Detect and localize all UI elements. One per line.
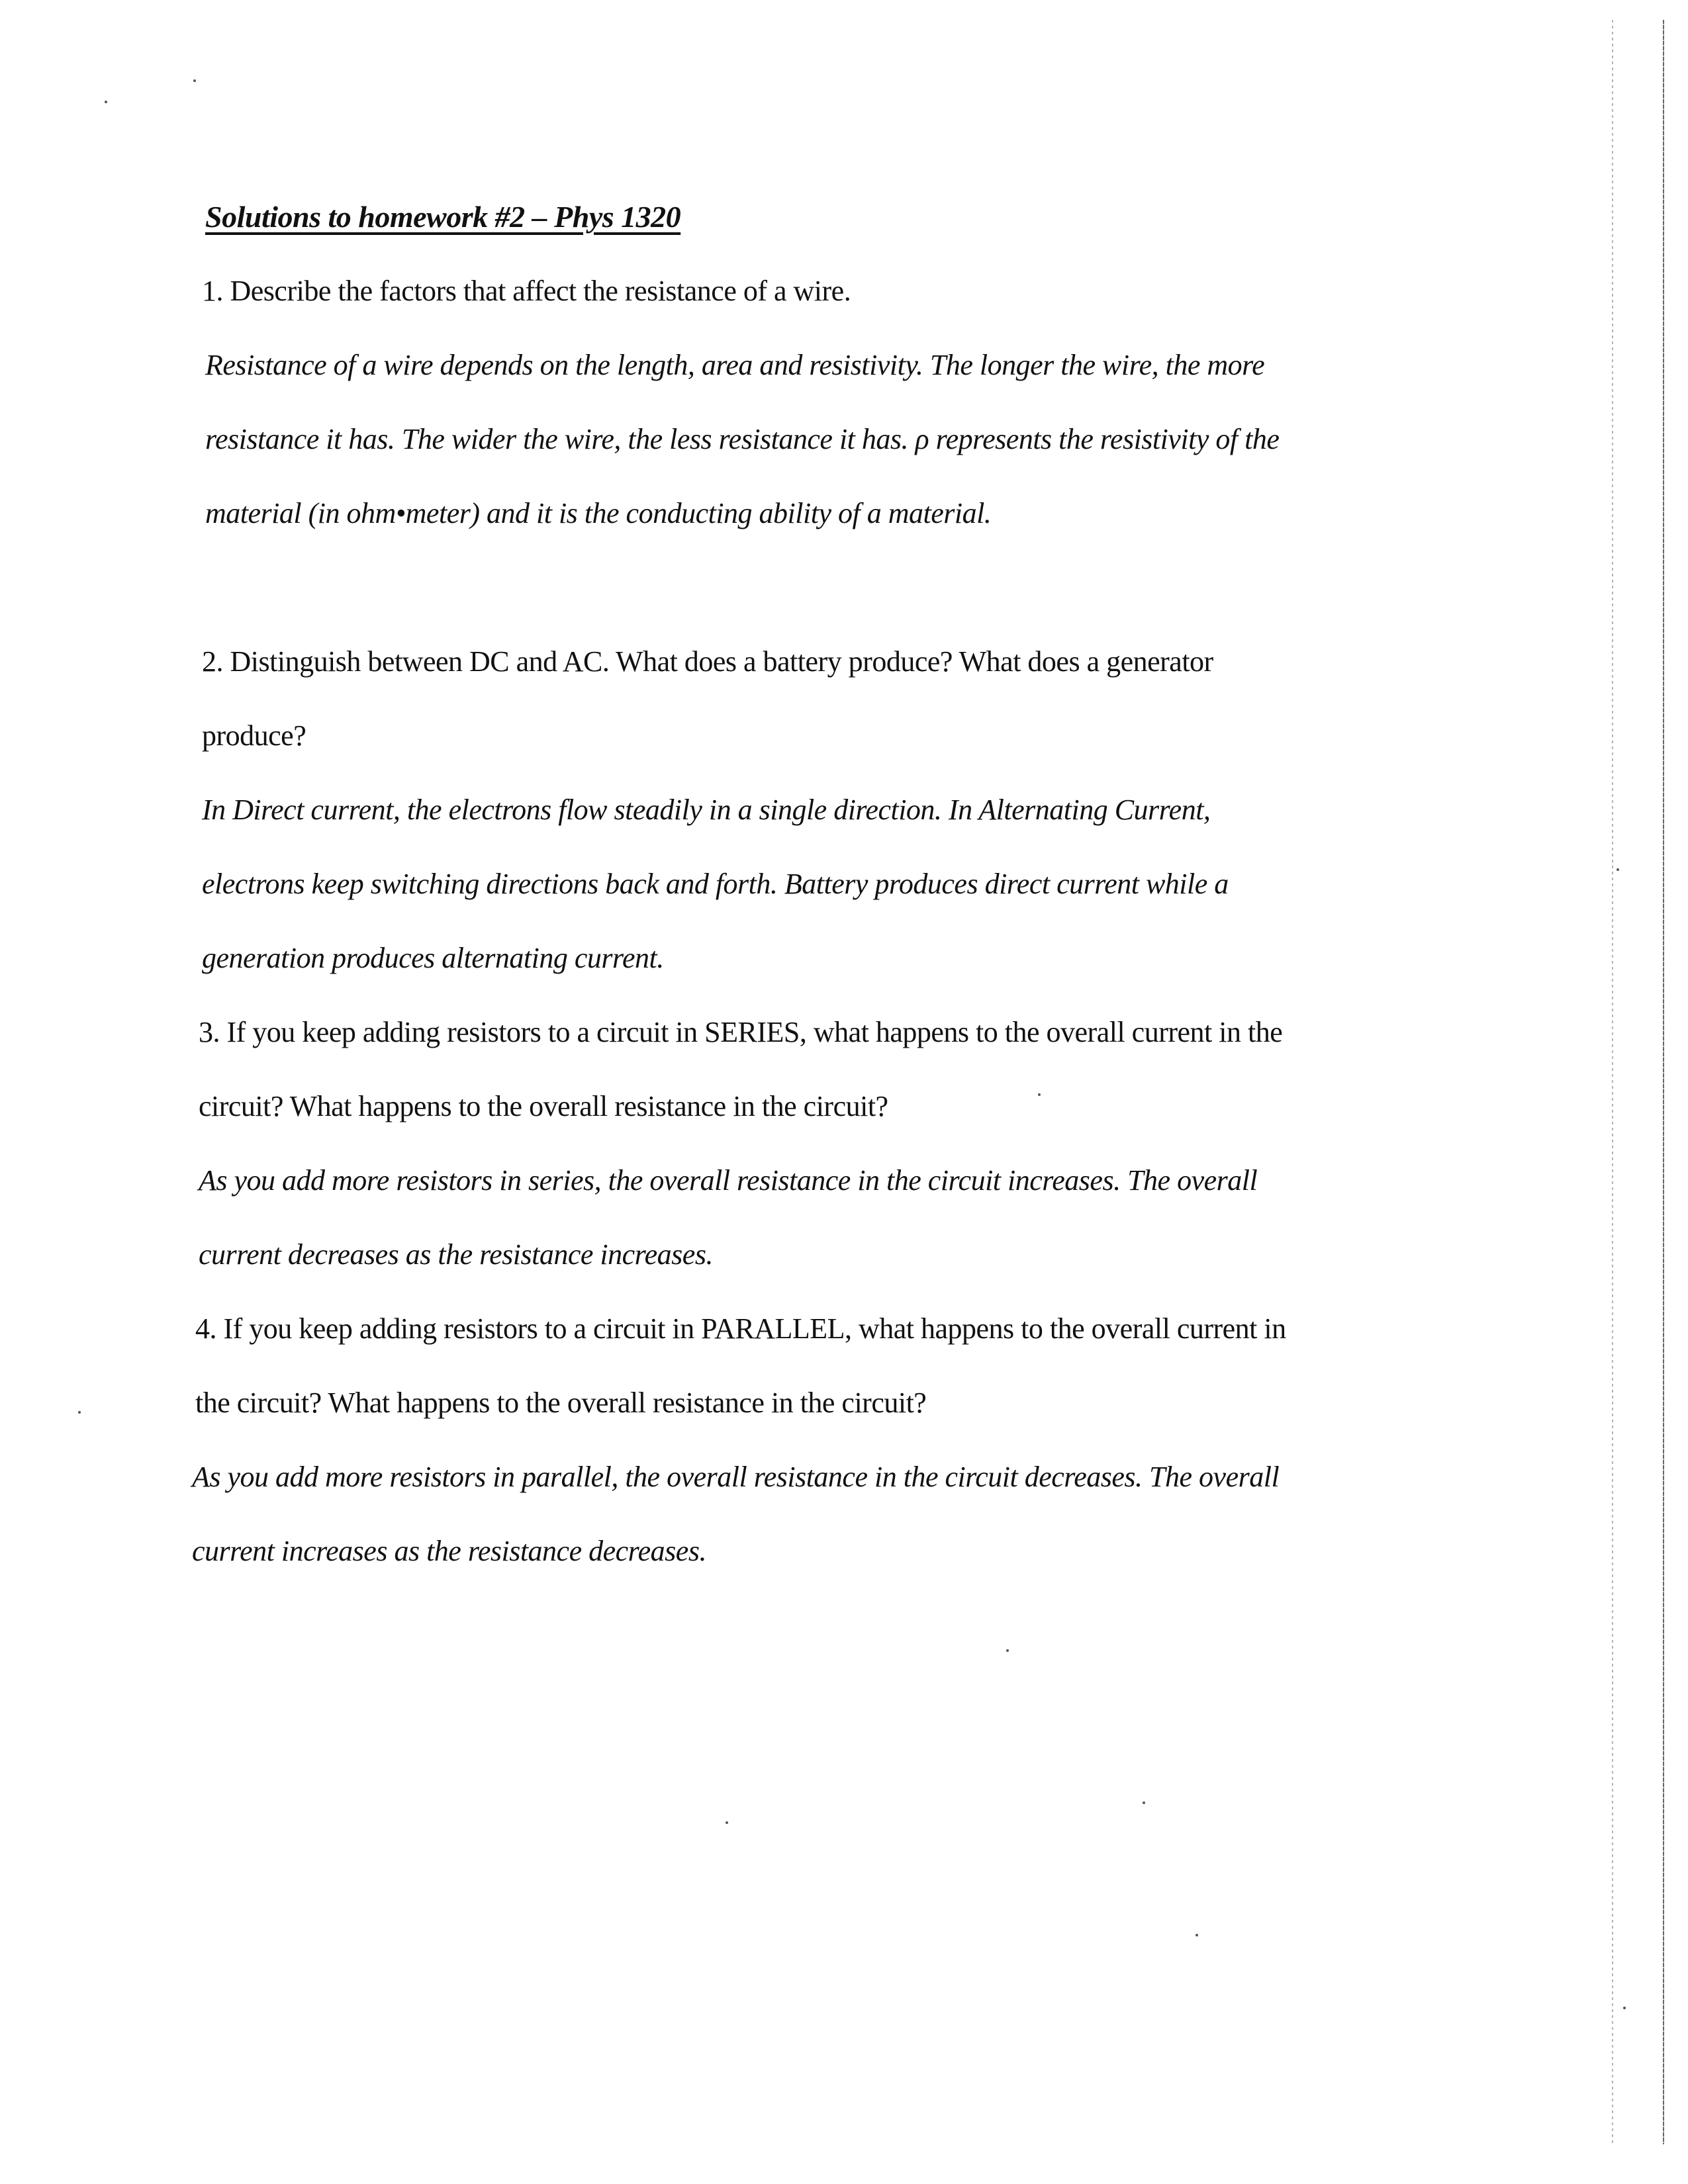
- document-title: Solutions to homework #2 – Phys 1320: [205, 200, 681, 234]
- scan-edge-artifact: [1612, 20, 1613, 2144]
- scan-speck: [1143, 1801, 1145, 1804]
- answer-3-line-1: As you add more resistors in series, the overall resistance in the circuit increases. The overall: [199, 1164, 1258, 1197]
- answer-2-line-1: In Direct current, the electrons flow steadily in a single direction. In Alternating Current,: [202, 794, 1211, 826]
- scan-speck: [193, 79, 196, 82]
- answer-1-line-3: material (in ohm•meter) and it is the conducting ability of a material.: [205, 497, 992, 529]
- question-4-line-1: 4. If you keep adding resistors to a circuit in PARALLEL, what happens to the overall current in: [195, 1312, 1286, 1345]
- answer-3-line-2: current decreases as the resistance increases.: [199, 1238, 713, 1271]
- answer-2-line-3: generation produces alternating current.: [202, 942, 664, 974]
- question-4-line-2: the circuit? What happens to the overall resistance in the circuit?: [195, 1387, 927, 1419]
- answer-1-line-2: resistance it has. The wider the wire, the less resistance it has. ρ represents the resistivity of the: [205, 423, 1280, 455]
- scan-speck: [1038, 1093, 1041, 1096]
- question-3-line-2: circuit? What happens to the overall resistance in the circuit?: [199, 1090, 888, 1122]
- scan-speck: [78, 1411, 81, 1414]
- scan-speck: [726, 1821, 728, 1824]
- answer-4-line-1: As you add more resistors in parallel, the overall resistance in the circuit decreases. The overall: [192, 1461, 1280, 1493]
- answer-4-line-2: current increases as the resistance decreases.: [192, 1535, 706, 1567]
- question-1-line-1: 1. Describe the factors that affect the resistance of a wire.: [202, 275, 851, 307]
- question-2-line-2: produce?: [202, 719, 306, 752]
- scan-speck: [105, 101, 107, 103]
- scan-speck: [1617, 868, 1619, 871]
- question-2-line-1: 2. Distinguish between DC and AC. What does a battery produce? What does a generator: [202, 645, 1213, 678]
- answer-2-line-2: electrons keep switching directions back and forth. Battery produces direct current while a: [202, 868, 1229, 900]
- scan-speck: [1623, 2007, 1626, 2009]
- question-3-line-1: 3. If you keep adding resistors to a circuit in SERIES, what happens to the overall current in the: [199, 1016, 1283, 1048]
- scan-speck: [1196, 1934, 1198, 1936]
- scan-speck: [1006, 1649, 1009, 1652]
- page-edge-border: [1663, 20, 1664, 2144]
- answer-1-line-1: Resistance of a wire depends on the length, area and resistivity. The longer the wire, the more: [205, 349, 1265, 381]
